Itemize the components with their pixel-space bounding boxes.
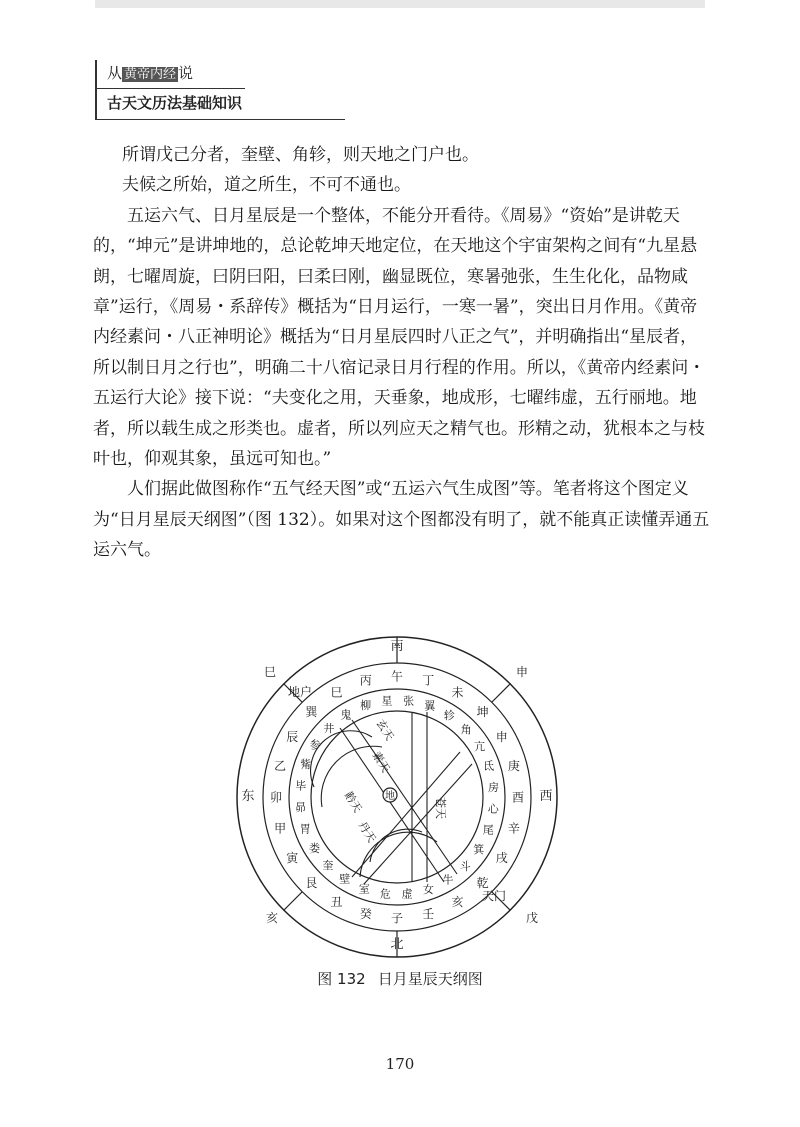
qi-label-0: 丹天 bbox=[355, 819, 379, 845]
direction-north: 北 bbox=[390, 937, 404, 952]
body-text bbox=[93, 140, 711, 566]
paragraph-1: 五运六气、日月星辰是一个整体，不能分开看待。《周易》“资始”是讲乾天的，“坤元”是讲坤地的，总论乾坤天地定位，在天地这个宇宙架构之间有“九星悬朗，七曜周旋，曰阴曰阳，曰柔曰刚，幽显既位，寒暑弛张，生生化化，品物咸章”运行，《周易・系辞传》概括为“日月运行，一寒一暑”，突出日月作用。《黄帝内经素问・八正神明论》概括为“日月星辰四时八正之气”，并明确指出“星辰者，所以制日月之行也”，明确二十八宿记录日月行程的作用。所以，《黄帝内经素问・五运行大论》接下说：“夫变化之用，天垂象，地成形，七曜纬虚，五行丽地。地者，所以载生成之形类也。虚者，所以列应天之精气也。形精之动，犹根本之与枝叶也，仰观其象，虽远可知也。” bbox=[93, 205, 706, 470]
mansion-label-18: 奎 bbox=[322, 859, 334, 872]
mansion-label-25: 井 bbox=[323, 721, 335, 735]
mansion-label-8: 心 bbox=[487, 802, 499, 816]
tiangang-diagram bbox=[232, 632, 562, 962]
earthly-label-14: 丑 bbox=[330, 895, 343, 910]
earthly-label-4: 申 bbox=[495, 729, 508, 744]
qi-label-2: 苍天 bbox=[434, 797, 447, 819]
earthly-label-13: 癸 bbox=[359, 907, 372, 922]
series-suffix: 说 bbox=[178, 64, 194, 82]
mansion-label-19: 娄 bbox=[309, 842, 320, 855]
mansion-label-14: 虚 bbox=[401, 887, 413, 901]
qi-label-3: 素天 bbox=[369, 749, 393, 775]
center-label: 地 bbox=[385, 791, 395, 802]
mansion-label-12: 牛 bbox=[442, 873, 454, 887]
paragraph-2: 人们据此做图称作“五气经天图”或“五运六气生成图”等。笔者将这个图定义为“日月星辰天纲图”（图 132）。如果对这个图都没有明了，就不能真正读懂弄通五运六气。 bbox=[93, 479, 710, 561]
mansion-label-5: 亢 bbox=[474, 740, 485, 753]
earthly-label-18: 卯 bbox=[269, 790, 283, 805]
earthly-label-15: 艮 bbox=[305, 875, 318, 890]
mansion-label-13: 女 bbox=[422, 882, 434, 896]
earthly-label-17: 甲 bbox=[274, 821, 287, 836]
lunar-mansion-ring bbox=[295, 695, 500, 901]
header-vertical-rule bbox=[95, 60, 97, 120]
earthly-label-2: 未 bbox=[451, 685, 464, 700]
mansion-label-27: 柳 bbox=[360, 699, 372, 713]
mansion-label-23: 觜 bbox=[300, 758, 312, 772]
earthly-label-0: 午 bbox=[390, 669, 404, 684]
mansion-label-22: 毕 bbox=[295, 779, 307, 793]
earthly-label-20: 辰 bbox=[286, 729, 299, 744]
series-highlight: 黄帝内经 bbox=[124, 67, 177, 82]
earthly-label-16: 寅 bbox=[286, 850, 299, 865]
mansion-label-21: 昴 bbox=[295, 801, 306, 815]
mansion-label-11: 斗 bbox=[459, 860, 471, 874]
earthly-label-9: 乾 bbox=[476, 875, 489, 890]
ne-tick bbox=[492, 684, 510, 702]
top-rule bbox=[95, 0, 705, 8]
page-number: 170 bbox=[385, 1055, 415, 1073]
earthly-label-10: 亥 bbox=[451, 895, 464, 910]
mansion-label-26: 鬼 bbox=[340, 708, 352, 722]
earthly-label-5: 庚 bbox=[507, 759, 520, 773]
band-line-6 bbox=[364, 764, 472, 884]
running-header bbox=[95, 60, 315, 120]
mansion-label-17: 壁 bbox=[339, 872, 351, 886]
qi-label-4: 玄天 bbox=[373, 717, 397, 743]
figure-caption bbox=[0, 968, 800, 989]
direction-east: 东 bbox=[241, 789, 255, 804]
mansion-label-4: 角 bbox=[460, 722, 472, 736]
mansion-label-15: 危 bbox=[379, 887, 391, 901]
earthly-label-8: 戌 bbox=[495, 850, 508, 865]
gate-label-0: 巳 bbox=[263, 665, 277, 679]
header-rule-2 bbox=[95, 119, 345, 120]
mansion-label-3: 轸 bbox=[443, 709, 455, 723]
mansion-label-9: 尾 bbox=[482, 823, 494, 837]
mansion-label-1: 张 bbox=[403, 694, 415, 708]
quote-line-2: 夫候之所始，道之所生，不可不通也。 bbox=[122, 175, 411, 196]
series-title bbox=[107, 62, 193, 83]
mansion-label-7: 房 bbox=[488, 780, 499, 794]
figure-title: 日月星辰天纲图 bbox=[377, 970, 483, 988]
direction-south: 南 bbox=[390, 639, 404, 654]
sw-tick bbox=[284, 892, 302, 910]
mansion-label-10: 箕 bbox=[473, 843, 485, 857]
earthly-label-6: 酉 bbox=[511, 790, 525, 805]
mansion-label-24: 参 bbox=[309, 738, 321, 752]
series-prefix: 从 bbox=[107, 64, 123, 82]
figure-number: 图 132 bbox=[317, 970, 366, 988]
earthly-label-12: 子 bbox=[390, 911, 404, 926]
door-label-0: 天门 bbox=[481, 889, 507, 903]
earthly-label-19: 乙 bbox=[274, 759, 287, 773]
mansion-label-16: 室 bbox=[358, 882, 370, 896]
direction-west: 西 bbox=[539, 789, 553, 804]
earthly-label-1: 丁 bbox=[422, 673, 435, 688]
door-label-1: 地户 bbox=[287, 685, 313, 699]
earthly-label-3: 坤 bbox=[476, 704, 489, 719]
earthly-label-23: 丙 bbox=[359, 673, 372, 688]
gate-label-2: 戊 bbox=[525, 911, 539, 925]
header-rule-1 bbox=[95, 88, 245, 89]
qi-label-1: 黅天 bbox=[341, 789, 365, 815]
mansion-label-2: 翼 bbox=[424, 699, 436, 713]
mansion-label-20: 胃 bbox=[299, 822, 311, 836]
earthly-label-21: 巽 bbox=[305, 704, 318, 719]
gate-label-1: 申 bbox=[515, 665, 529, 679]
mansion-label-6: 氐 bbox=[483, 759, 495, 773]
earthly-label-7: 辛 bbox=[507, 821, 520, 836]
gate-label-3: 亥 bbox=[265, 911, 279, 925]
mansion-label-0: 星 bbox=[381, 694, 393, 708]
qi-band-labels bbox=[342, 717, 448, 845]
quote-line-1: 所谓戊己分者，奎壁、角轸，则天地之门户也。 bbox=[122, 145, 479, 165]
earthly-label-22: 巳 bbox=[330, 685, 343, 700]
earthly-label-11: 壬 bbox=[422, 907, 435, 922]
book-subtitle: 古天文历法基础知识 bbox=[107, 94, 243, 112]
